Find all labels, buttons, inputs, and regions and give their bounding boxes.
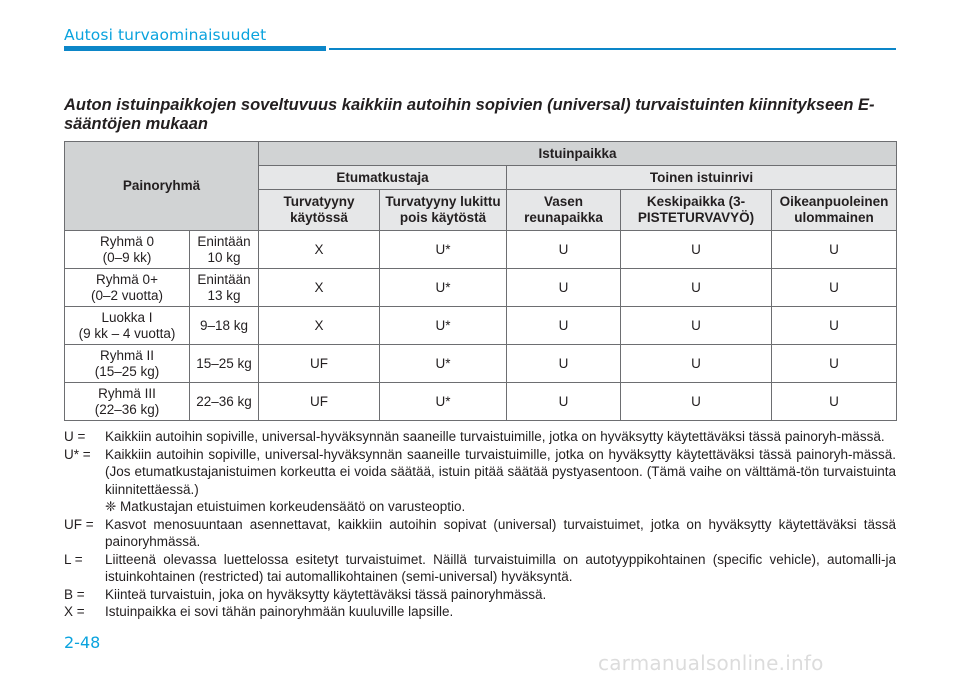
legend-text: Kasvot menosuuntaan asennettavat, kaikkiin autoihin sopivat (universal) turvaistuimet, jotka on hyväksytty käytettäväksi tässä painoryhmässä. <box>105 516 896 549</box>
cell-weight: 22–36 kg <box>190 383 259 421</box>
cell-value: UF <box>259 383 380 421</box>
subheader-airbag-on: Turvatyyny käytössä <box>259 190 380 231</box>
legend-key: U* <box>64 446 80 462</box>
legend-notes <box>64 428 896 621</box>
legend-item: U = Kaikkiin autoihin sopiville, universal-hyväksynnän saaneille turvaistuimille, jotka on hyväksytty käytettäväksi tässä painoryh-mässä. <box>64 428 896 446</box>
cell-value: U <box>621 345 772 383</box>
cell-weight: 15–25 kg <box>190 345 259 383</box>
header-weight-group: Painoryhmä <box>65 142 259 231</box>
legend-extra-note: ❈ Matkustajan etuistuimen korkeudensäätö on varusteoptio. <box>105 499 466 514</box>
legend-key: B <box>64 586 74 602</box>
cell-value: U <box>621 269 772 307</box>
cell-group: Luokka I (9 kk – 4 vuotta) <box>65 307 190 345</box>
cell-value: U <box>507 383 621 421</box>
header-front-passenger: Etumatkustaja <box>259 166 507 190</box>
cell-value: U <box>772 231 897 269</box>
page-number: 2-48 <box>64 633 101 652</box>
cell-value: U <box>621 307 772 345</box>
legend-text: Kaikkiin autoihin sopiville, universal-hyväksynnän saaneille turvaistuimille, jotka on hyväksytty käytettäväksi tässä painoryh-mässä. (Jos etumatkustajanistuimen korkeutta ei voida säätää, istuin pitää säätää pystyasentoon. (Tämä vaihe on välttämä-tön turvaistuinta kiinnitettäessä.) <box>105 446 896 497</box>
legend-item: UF = Kasvot menosuuntaan asennettavat, kaikkiin autoihin sopivat (universal) turvaistuimet, jotka on hyväksytty käytettäväksi tässä painoryhmässä. <box>64 516 896 549</box>
legend-key: X <box>64 604 74 619</box>
cell-group: Ryhmä 0 (0–9 kk) <box>65 231 190 269</box>
subheader-left-outer: Vasen reunapaikka <box>507 190 621 231</box>
cell-value: X <box>259 269 380 307</box>
cell-value: U <box>772 383 897 421</box>
subheader-center: Keskipaikka (3-PISTETURVAVYÖ) <box>621 190 772 231</box>
watermark: carmanualsonline.info <box>598 651 824 675</box>
cell-group: Ryhmä II (15–25 kg) <box>65 345 190 383</box>
legend-key: UF <box>64 516 82 532</box>
header-second-row: Toinen istuinrivi <box>507 166 897 190</box>
legend-key: L <box>64 551 72 567</box>
cell-value: U <box>772 307 897 345</box>
cell-value: X <box>259 307 380 345</box>
legend-key: U <box>64 429 74 444</box>
table-row <box>65 307 897 345</box>
legend-text: Liitteenä olevassa luettelossa esitetyt turvaistuimet. Näillä turvaistuimilla on autotyyppikohtainen (specific vehicle), automalli-ja istuinkohtainen (restricted) tai automallikohtainen (semi-universal) hyväksyntä. <box>105 551 896 584</box>
cell-weight: Enintään 13 kg <box>190 269 259 307</box>
cell-group: Ryhmä III (22–36 kg) <box>65 383 190 421</box>
cell-value: U* <box>380 345 507 383</box>
header-seat-position: Istuinpaikka <box>259 142 897 166</box>
cell-value: UF <box>259 345 380 383</box>
cell-value: U <box>507 231 621 269</box>
cell-value: U* <box>380 269 507 307</box>
cell-group: Ryhmä 0+ (0–2 vuotta) <box>65 269 190 307</box>
legend-text: Istuinpaikka ei sovi tähän painoryhmään kuuluville lapsille. <box>105 604 454 619</box>
section-title: Autosi turvaominaisuudet <box>64 26 267 44</box>
cell-value: U* <box>380 307 507 345</box>
cell-value: U* <box>380 231 507 269</box>
legend-item: L = Liitteenä olevassa luettelossa esitetyt turvaistuimet. Näillä turvaistuimilla on autotyyppikohtainen (specific vehicle), automalli-ja istuinkohtainen (restricted) tai automallikohtainen (semi-universal) hyväksyntä. <box>64 551 896 584</box>
legend-item: U* = Kaikkiin autoihin sopiville, universal-hyväksynnän saaneille turvaistuimille, jotka on hyväksytty käytettäväksi tässä painoryh-mässä. (Jos etumatkustajanistuimen korkeutta ei voida säätää, istuin pitää säätää pystyasentoon. (Tämä vaihe on välttämä-tön turvaistuinta kiinnitettäessä.) ❈ Matkustajan etuistuimen korkeudensäätö on varusteoptio. <box>64 446 896 514</box>
table-row <box>65 345 897 383</box>
legend-item: B = Kiinteä turvaistuin, joka on hyväksytty käytettäväksi tässä painoryhmässä. <box>64 586 896 604</box>
cell-value: U* <box>380 383 507 421</box>
legend-text: Kiinteä turvaistuin, joka on hyväksytty käytettäväksi tässä painoryhmässä. <box>105 586 547 602</box>
legend-item: X = Istuinpaikka ei sovi tähän painoryhmään kuuluville lapsille. <box>64 603 896 621</box>
cell-value: U <box>621 383 772 421</box>
subheader-right-outer: Oikeanpuoleinen ulommainen <box>772 190 897 231</box>
table-row <box>65 231 897 269</box>
cell-value: U <box>507 269 621 307</box>
cell-value: X <box>259 231 380 269</box>
cell-value: U <box>621 231 772 269</box>
page-heading: Auton istuinpaikkojen soveltuvuus kaikkiin autoihin sopivien (universal) turvaistuinten kiinnitykseen E-sääntöjen mukaan <box>64 96 875 133</box>
cell-value: U <box>507 307 621 345</box>
seat-suitability-table <box>64 141 897 421</box>
cell-value: U <box>507 345 621 383</box>
cell-weight: Enintään 10 kg <box>190 231 259 269</box>
cell-value: U <box>772 345 897 383</box>
table-row <box>65 269 897 307</box>
cell-value: U <box>772 269 897 307</box>
cell-weight: 9–18 kg <box>190 307 259 345</box>
table-row <box>65 383 897 421</box>
subheader-airbag-off: Turvatyyny lukittu pois käytöstä <box>380 190 507 231</box>
header-rule-thin <box>329 48 896 50</box>
header-rule-thick <box>64 46 326 51</box>
legend-text: Kaikkiin autoihin sopiville, universal-hyväksynnän saaneille turvaistuimille, jotka on hyväksytty käytettäväksi tässä painoryh-mässä. <box>105 429 885 444</box>
